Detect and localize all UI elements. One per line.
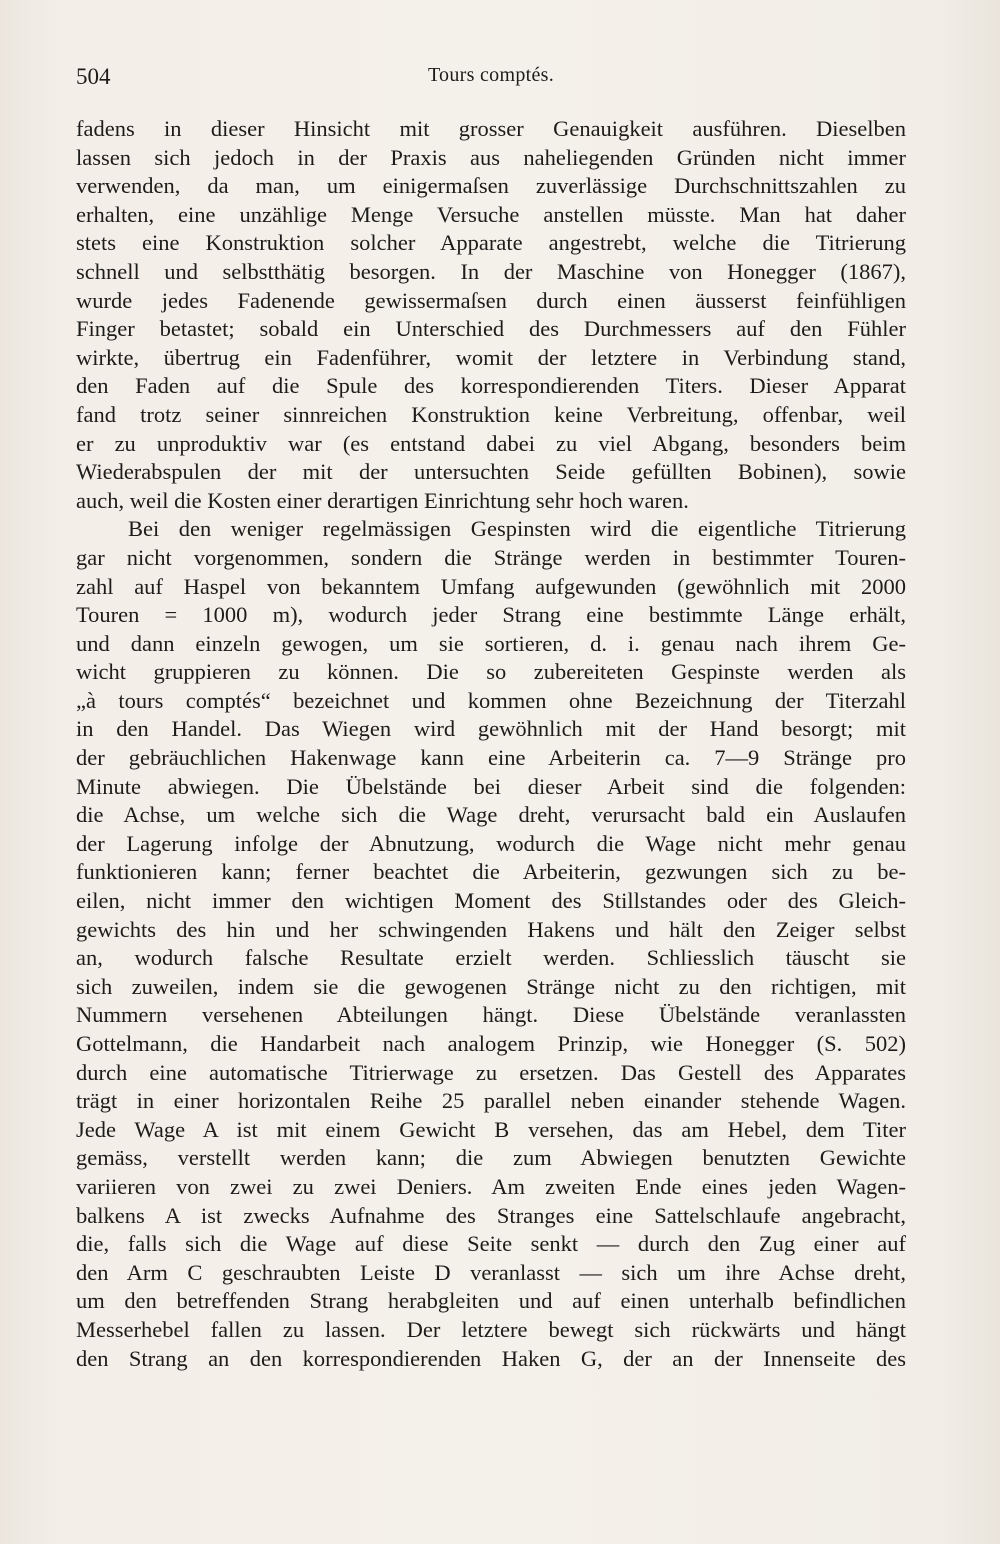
text-line: Nummern versehenen Abteilungen hängt. Diese Übelstände veranlassten [76,1002,906,1028]
text-line: und dann einzeln gewogen, um sie sortieren, d. i. genau nach ihrem Ge- [76,630,906,656]
text-line: funktionieren kann; ferner beachtet die Arbeiterin, gezwungen sich zu be- [76,859,906,885]
text-line: Finger betastet; sobald ein Unterschied des Durchmessers auf den Fühler [76,316,906,342]
text-line: fand trotz seiner sinnreichen Konstruktion keine Verbreitung, offenbar, weil [76,401,906,427]
text-line: wirkte, übertrug ein Fadenführer, womit der letztere in Verbindung stand, [76,344,906,370]
text-line: die Achse, um welche sich die Wage dreht, verursacht bald ein Auslaufen [76,802,906,828]
text-line: balkens A ist zwecks Aufnahme des Stranges eine Sattelschlaufe angebracht, [76,1202,906,1228]
text-line: Touren = 1000 m), wodurch jeder Strang eine bestimmte Länge erhält, [76,602,906,628]
text-line: verwenden, da man, um einigermaſsen zuverlässige Durchschnittszahlen zu [76,173,906,199]
text-line: die, falls sich die Wage auf diese Seite senkt — durch den Zug einer auf [76,1231,906,1257]
text-line: wurde jedes Fadenende gewissermaſsen durch einen äusserst feinfühligen [76,287,906,313]
text-line: erhalten, eine unzählige Menge Versuche anstellen müsste. Man hat daher [76,201,906,227]
text-line: den Arm C geschraubten Leiste D veranlasst — sich um ihre Achse dreht, [76,1259,906,1285]
text-line: Wiederabspulen der mit der untersuchten Seide gefüllten Bobinen), sowie [76,459,906,485]
text-line: schnell und selbstthätig besorgen. In der Maschine von Honegger (1867), [76,258,906,284]
text-line: variieren von zwei zu zwei Deniers. Am zweiten Ende eines jeden Wagen- [76,1173,906,1199]
text-line: Bei den weniger regelmässigen Gespinsten wird die eigentliche Titrierung [128,516,906,542]
text-line: er zu unproduktiv war (es entstand dabei zu viel Abgang, besonders beim [76,430,906,456]
text-line: sich zuweilen, indem sie die gewogenen Stränge nicht zu den richtigen, mit [76,973,906,999]
text-line: eilen, nicht immer den wichtigen Moment des Stillstandes oder des Gleich- [76,888,906,914]
text-line: fadens in dieser Hinsicht mit grosser Genauigkeit ausführen. Dieselben [76,116,906,141]
running-title: Tours comptés. [427,64,555,86]
text-line: „à tours comptés“ bezeichnet und kommen ohne Bezeichnung der Titerzahl [76,687,906,713]
text-line: an, wodurch falsche Resultate erzielt werden. Schliesslich täuscht sie [76,945,906,971]
text-line: auch, weil die Kosten einer derartigen Einrichtung sehr hoch waren. [76,487,689,513]
page-header [76,64,906,94]
text-line: den Faden auf die Spule des korrespondierenden Titers. Dieser Apparat [76,373,906,399]
body-text [76,115,906,1373]
text-line: durch eine automatische Titrierwage zu ersetzen. Das Gestell des Apparates [76,1059,906,1085]
text-line: der Lagerung infolge der Abnutzung, wodurch die Wage nicht mehr genau [76,830,906,856]
text-line: der gebräuchlichen Hakenwage kann eine Arbeiterin ca. 7—9 Stränge pro [76,745,906,771]
text-line: stets eine Konstruktion solcher Apparate angestrebt, welche die Titrierung [76,230,906,256]
text-line: den Strang an den korrespondierenden Haken G, der an der Innenseite des [76,1345,906,1371]
text-line: in den Handel. Das Wiegen wird gewöhnlich mit der Hand besorgt; mit [76,716,906,742]
text-line: lassen sich jedoch in der Praxis aus naheliegenden Gründen nicht immer [76,144,906,170]
text-line: gewichts des hin und her schwingenden Hakens und hält den Zeiger selbst [76,916,906,942]
text-line: um den betreffenden Strang herabgleiten und auf einen unterhalb befindlichen [76,1288,906,1314]
text-line: Jede Wage A ist mit einem Gewicht B versehen, das am Hebel, dem Titer [76,1116,906,1142]
page-number: 504 [76,64,111,89]
text-line: zahl auf Haspel von bekanntem Umfang aufgewunden (gewöhnlich mit 2000 [76,573,906,599]
text-line: Messerhebel fallen zu lassen. Der letztere bewegt sich rückwärts und hängt [76,1316,906,1342]
text-line: Minute abwiegen. Die Übelstände bei dieser Arbeit sind die folgenden: [76,773,906,799]
text-line: Gottelmann, die Handarbeit nach analogem Prinzip, wie Honegger (S. 502) [76,1031,906,1056]
text-line: gar nicht vorgenommen, sondern die Stränge werden in bestimmter Touren- [76,544,906,570]
text-line: wicht gruppieren zu können. Die so zubereiteten Gespinste werden als [76,659,906,685]
text-line: gemäss, verstellt werden kann; die zum Abwiegen benutzten Gewichte [76,1145,906,1171]
text-line: trägt in einer horizontalen Reihe 25 parallel neben einander stehende Wagen. [76,1088,906,1114]
